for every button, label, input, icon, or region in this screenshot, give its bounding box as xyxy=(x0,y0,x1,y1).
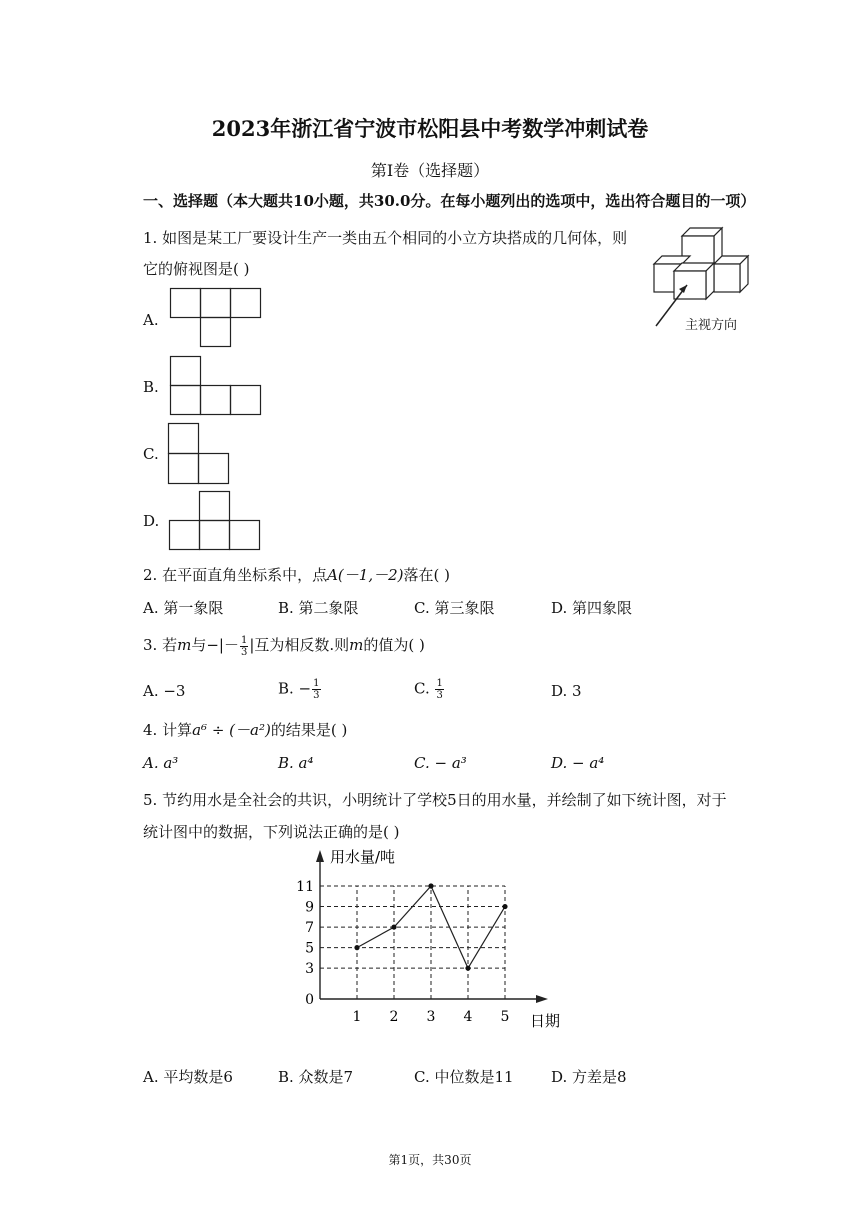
question-5-line-1: 5. 节约用水是全社会的共识，小明统计了学校5日的用水量，并绘制了如下统计图，对于 xyxy=(143,791,727,809)
question-5-line-2: 统计图中的数据，下列说法正确的是( ) xyxy=(143,823,400,841)
q3-opt-c-den: 3 xyxy=(436,690,443,701)
data-point xyxy=(428,883,433,888)
page-footer: 第1页，共30页 xyxy=(388,1153,472,1167)
q3-frac-den: 3 xyxy=(240,646,248,658)
q2-text-post: 落在( ) xyxy=(403,566,450,584)
q4-pre: 4. 计算 xyxy=(143,721,193,739)
page-title: 2023年浙江省宁波市松阳县中考数学冲刺试卷 xyxy=(211,116,649,141)
data-point xyxy=(502,904,507,909)
q4-option-b: B. a⁴ xyxy=(278,754,314,772)
q1-option-c-figure xyxy=(168,423,230,485)
q3-var-m: m xyxy=(177,636,192,654)
q5-option-c: C. 中位数是11 xyxy=(414,1068,514,1086)
q1-option-b-figure xyxy=(170,356,262,416)
x-tick-label: 5 xyxy=(500,1009,510,1025)
q1-option-b-label: B. xyxy=(143,378,159,396)
y-tick-label: 3 xyxy=(305,961,314,978)
volume-subtitle: 第I卷（选择题） xyxy=(370,161,490,180)
q3-option-c-fraction xyxy=(435,678,443,701)
question-1-line-2: 它的俯视图是( ) xyxy=(143,260,250,278)
q1-option-a-label: A. xyxy=(143,311,159,329)
q4-option-d: D. − a⁴ xyxy=(551,754,605,772)
q3-option-d: D. 3 xyxy=(551,682,582,700)
q4-expression: a⁶ ÷ (－a²) xyxy=(192,721,271,739)
water-usage-line-chart xyxy=(290,846,580,1030)
y-tick-label: 0 xyxy=(305,992,314,1008)
question-2 xyxy=(143,564,450,585)
question-3 xyxy=(143,634,425,658)
y-tick-label: 5 xyxy=(305,940,314,957)
q4-post: 的结果是( ) xyxy=(270,721,348,739)
y-tick-label: 11 xyxy=(296,879,314,895)
question-4 xyxy=(143,719,347,740)
x-axis-label: 日期 xyxy=(530,1012,561,1030)
q3-option-c xyxy=(414,678,445,701)
x-tick-label: 1 xyxy=(352,1009,362,1025)
q5-option-b: B. 众数是7 xyxy=(278,1068,354,1086)
q3-opt-b-num: 1 xyxy=(313,678,320,689)
q3-option-b-fraction xyxy=(312,678,320,701)
q1-option-c-label: C. xyxy=(143,445,159,463)
q3-option-c-prefix: C. xyxy=(414,679,435,698)
y-axis-arrow xyxy=(316,850,324,862)
q3-opt-b-den: 3 xyxy=(313,690,320,701)
x-tick-label: 2 xyxy=(389,1009,399,1025)
q2-text-pre: 2. 在平面直角坐标系中，点 xyxy=(143,566,328,584)
y-tick-label: 9 xyxy=(305,899,314,916)
y-axis-label: 用水量/吨 xyxy=(330,848,396,866)
q3-pre: 3. 若 xyxy=(143,636,178,654)
q5-option-d: D. 方差是8 xyxy=(551,1068,627,1086)
q3-mid1: 与−|－ xyxy=(191,636,239,654)
q2-option-b: B. 第二象限 xyxy=(278,599,359,617)
q3-var-m2: m xyxy=(349,636,364,654)
data-point xyxy=(465,966,470,971)
q3-post: 的值为( ) xyxy=(363,636,425,654)
q2-option-d: D. 第四象限 xyxy=(551,599,633,617)
x-axis-arrow xyxy=(536,995,548,1003)
q5-option-a: A. 平均数是6 xyxy=(143,1068,233,1086)
view-direction-caption: 主视方向 xyxy=(685,318,738,333)
q3-opt-c-num: 1 xyxy=(436,678,443,689)
question-1-line-1: 1. 如图是某工厂要设计生产一类由五个相同的小立方块搭成的几何体，则 xyxy=(143,229,628,247)
data-point xyxy=(391,924,396,929)
q1-option-d-label: D. xyxy=(143,512,160,530)
q3-option-b-prefix: B. − xyxy=(278,679,312,698)
q3-fraction xyxy=(240,635,248,658)
section-heading: 一、选择题（本大题共10小题，共30.0分。在每小题列出的选项中，选出符合题目的一项） xyxy=(143,192,756,210)
q1-option-a-figure xyxy=(170,288,262,348)
data-point xyxy=(354,945,359,950)
q2-point: A(－1,－2) xyxy=(327,566,404,584)
q4-option-c: C. − a³ xyxy=(414,754,467,772)
q3-option-a: A. −3 xyxy=(143,682,186,700)
q3-option-b xyxy=(278,678,322,701)
q2-option-a: A. 第一象限 xyxy=(143,599,224,617)
q3-frac-num: 1 xyxy=(240,634,248,646)
x-tick-label: 3 xyxy=(426,1009,436,1025)
q3-mid2: |互为相反数.则 xyxy=(249,636,350,654)
y-tick-label: 7 xyxy=(305,920,314,937)
x-tick-label: 4 xyxy=(463,1009,473,1025)
q2-option-c: C. 第三象限 xyxy=(414,599,495,617)
q1-option-d-figure xyxy=(169,491,261,551)
q4-option-a: A. a³ xyxy=(143,754,179,772)
